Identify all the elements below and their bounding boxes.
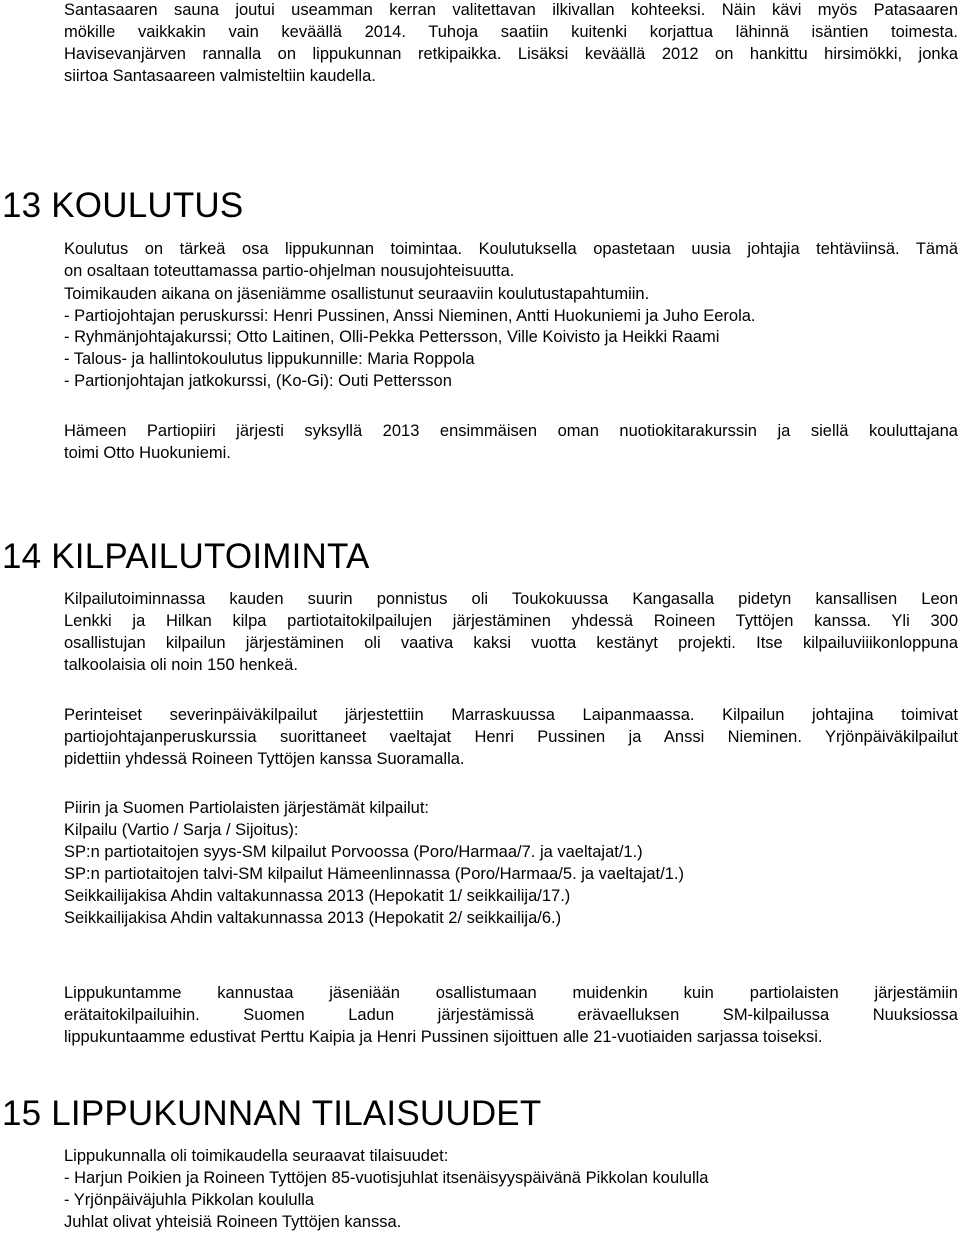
section-14-para4-line-2: erätaitokilpailuihin. Suomen Ladun järjestämissä erävaelluksen SM-kilpailussa Nuuksiossa	[64, 1006, 958, 1024]
section-14-para3-line-2: Kilpailu (Vartio / Sarja / Sijoitus):	[64, 821, 299, 839]
section-15-line-4: Juhlat olivat yhteisiä Roineen Tyttöjen kanssa.	[64, 1213, 402, 1231]
section-13-line-1: Koulutus on tärkeä osa lippukunnan toimintaa. Koulutuksella opastetaan uusia johtajia tehtäviinsä. Tämä	[64, 240, 958, 258]
section-15-heading: 15 LIPPUKUNNAN TILAISUUDET	[2, 1094, 542, 1133]
section-14-para2-line-2: partiojohtajanperuskurssia suorittaneet vaeltajat Henri Pussinen ja Anssi Nieminen. Yrjönpäiväkilpailut	[64, 728, 958, 746]
section-14-heading: 14 KILPAILUTOIMINTA	[2, 537, 370, 576]
section-14-para1-line-4: talkoolaisia oli noin 150 henkeä.	[64, 656, 298, 674]
section-14-para3-line-3: SP:n partiotaitojen syys-SM kilpailut Porvoossa (Poro/Harmaa/7. ja vaeltajat/1.)	[64, 843, 643, 861]
section-15-line-3: - Yrjönpäiväjuhla Pikkolan koululla	[64, 1191, 315, 1209]
section-14-para3-line-1: Piirin ja Suomen Partiolaisten järjestämät kilpailut:	[64, 799, 429, 817]
section-13-line-4: - Partiojohtajan peruskurssi: Henri Pussinen, Anssi Nieminen, Antti Huokuniemi ja Juho Eerola.	[64, 307, 756, 325]
section-14-para1-line-1: Kilpailutoiminnassa kauden suurin ponnistus oli Toukokuussa Kangasalla pidetyn kansallisen Leon	[64, 590, 958, 608]
section-14-para3-line-5: Seikkailijakisa Ahdin valtakunnassa 2013 (Hepokatit 1/ seikkailija/17.)	[64, 887, 571, 905]
section-13-line-7: - Partionjohtajan jatkokurssi, (Ko-Gi): Outi Pettersson	[64, 372, 452, 390]
section-13-line-3: Toimikauden aikana on jäseniämme osallistunut seuraaviin koulutustapahtumiin.	[64, 285, 650, 303]
section-13-para2-line-2: toimi Otto Huokuniemi.	[64, 444, 231, 462]
section-14-para1-line-2: Lenkki ja Hilkan kilpa partiotaitokilpailujen järjestäminen yhdessä Roineen Tyttöjen kanssa. Yli 300	[64, 612, 958, 630]
intro-line-1: Santasaaren sauna joutui useamman kerran valitettavan ilkivallan kohteeksi. Näin kävi myös Patasaaren	[64, 1, 958, 19]
intro-line-4: siirtoa Santasaareen valmisteltiin kaudella.	[64, 67, 376, 85]
intro-line-2: mökille vaikkakin vain keväällä 2014. Tuhoja saatiin kuitenki korjattua lähinnä isäntien toimesta.	[64, 23, 958, 41]
section-14-para2-line-3: pidettiin yhdessä Roineen Tyttöjen kanssa Suoramalla.	[64, 750, 465, 768]
intro-line-3: Havisevanjärven rannalla on lippukunnan retkipaikka. Lisäksi keväällä 2012 on hankittu hirsimökki, jonka	[64, 45, 958, 63]
section-13-heading: 13 KOULUTUS	[2, 186, 244, 225]
section-15-line-1: Lippukunnalla oli toimikaudella seuraavat tilaisuudet:	[64, 1147, 449, 1165]
section-14-para4-line-1: Lippukuntamme kannustaa jäseniään osallistumaan muidenkin kuin partiolaisten järjestämiin	[64, 984, 958, 1002]
section-14-para3-line-4: SP:n partiotaitojen talvi-SM kilpailut Hämeenlinnassa (Poro/Harmaa/5. ja vaeltajat/1.)	[64, 865, 684, 883]
section-14-para3-line-6: Seikkailijakisa Ahdin valtakunnassa 2013 (Hepokatit 2/ seikkailija/6.)	[64, 909, 562, 927]
section-14-para4-line-3: lippukuntaamme edustivat Perttu Kaipia ja Henri Pussinen sijoittuen alle 21-vuotiaiden sarjassa toiseksi.	[64, 1028, 823, 1046]
section-14-para2-line-1: Perinteiset severinpäiväkilpailut järjestettiin Marraskuussa Laipanmaassa. Kilpailun johtajina toimivat	[64, 706, 958, 724]
section-13-para2-line-1: Hämeen Partiopiiri järjesti syksyllä 2013 ensimmäisen oman nuotiokitarakurssin ja siellä kouluttajana	[64, 422, 958, 440]
section-13-line-2: on osaltaan toteuttamassa partio-ohjelman nousujohteisuutta.	[64, 262, 515, 280]
section-15-line-2: - Harjun Poikien ja Roineen Tyttöjen 85-vuotisjuhlat itsenäisyyspäivänä Pikkolan koululla	[64, 1169, 709, 1187]
section-14-para1-line-3: osallistujan kilpailun järjestäminen oli vaativa kaksi vuotta kestänyt projekti. Itse kilpailuviiikonloppuna	[64, 634, 958, 652]
section-13-line-5: - Ryhmänjohtajakurssi; Otto Laitinen, Olli-Pekka Pettersson, Ville Koivisto ja Heikki Raami	[64, 328, 720, 346]
section-13-line-6: - Talous- ja hallintokoulutus lippukunnille: Maria Roppola	[64, 350, 475, 368]
